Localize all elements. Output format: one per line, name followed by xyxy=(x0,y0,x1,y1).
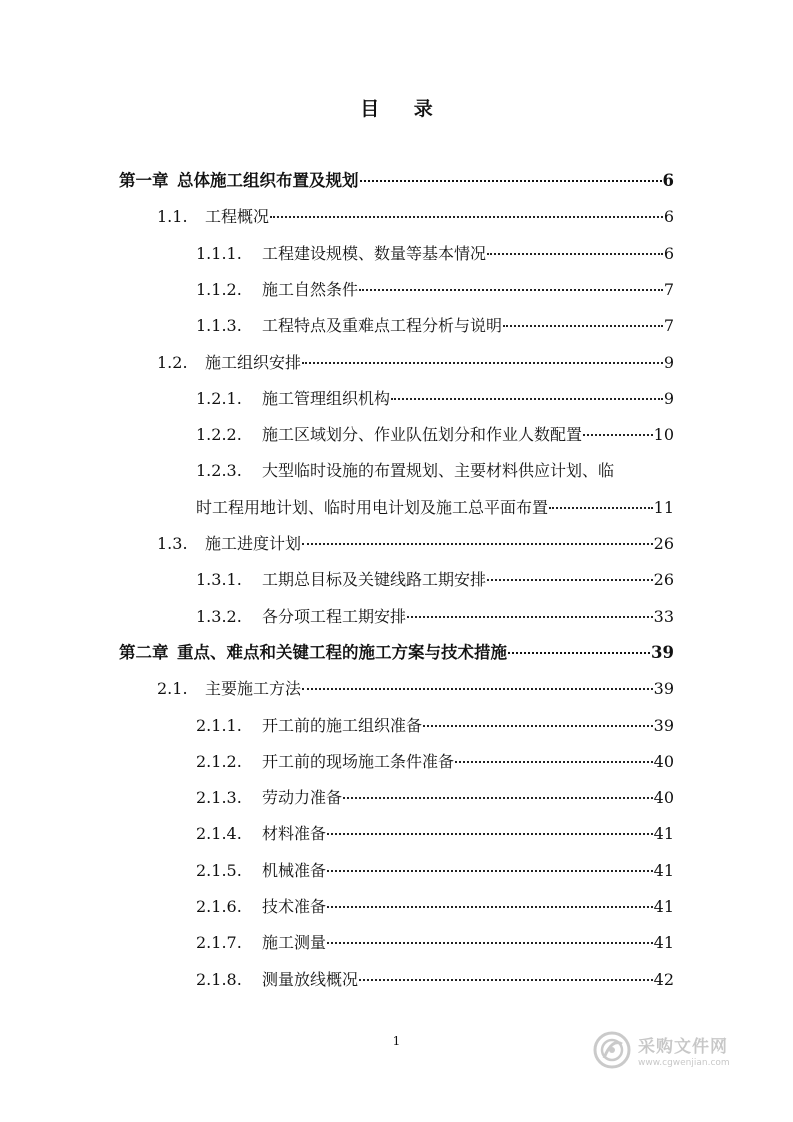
page-number: 1 xyxy=(392,1034,401,1048)
toc-entry-text: 施工管理组织机构 xyxy=(262,388,391,408)
toc-entry-text: 各分项工程工期安排 xyxy=(262,606,407,626)
toc-entry-number: 1.2.3. xyxy=(196,461,242,481)
toc-entry-number: 2.1.4. xyxy=(196,824,242,844)
toc-entry-text: 开工前的施工组织准备 xyxy=(262,715,423,735)
toc-entry-number: 1.2.1. xyxy=(196,388,242,408)
toc-leader-dots xyxy=(360,180,662,182)
toc-entry[interactable] xyxy=(196,314,674,338)
toc-entry-text: 开工前的现场施工条件准备 xyxy=(262,751,455,771)
toc-leader-dots xyxy=(359,979,653,981)
toc-entry[interactable] xyxy=(157,205,674,229)
toc-entry[interactable] xyxy=(157,351,674,375)
toc-leader-dots xyxy=(487,253,663,255)
toc-entry-page: 26 xyxy=(653,534,674,553)
toc-entry-number: 1.1.3. xyxy=(196,316,242,336)
toc-entry-page: 41 xyxy=(653,824,674,844)
toc-entry[interactable] xyxy=(196,459,674,483)
toc-entry[interactable] xyxy=(196,968,674,992)
toc-entry-page: 33 xyxy=(653,606,674,626)
toc-entry[interactable] xyxy=(196,822,674,846)
toc-entry-page: 6 xyxy=(662,171,674,190)
toc-entry-page: 26 xyxy=(653,570,674,590)
toc-entry-text: 工程建设规模、数量等基本情况 xyxy=(262,243,487,263)
toc-entry-page: 42 xyxy=(653,969,674,989)
toc-entry-page: 6 xyxy=(663,243,674,263)
toc-entry-text: 机械准备 xyxy=(262,860,327,880)
toc-leader-dots xyxy=(327,833,653,835)
toc-entry-page: 10 xyxy=(653,425,674,445)
toc-leader-dots xyxy=(391,398,663,400)
toc-leader-dots xyxy=(583,434,653,436)
toc-leader-dots xyxy=(327,906,653,908)
page-title: 目 录 xyxy=(360,98,447,120)
toc-entry-number: 1.3.2. xyxy=(196,606,242,626)
toc-chapter[interactable] xyxy=(119,169,674,193)
toc-entry-page: 41 xyxy=(653,897,674,916)
toc-entry-continuation[interactable] xyxy=(196,496,674,520)
toc-entry[interactable] xyxy=(196,278,674,302)
toc-entry-number: 2.1. xyxy=(157,679,188,699)
toc-entry-number: 2.1.1. xyxy=(196,715,242,735)
toc-leader-dots xyxy=(407,616,653,618)
toc-entry[interactable] xyxy=(196,786,674,810)
toc-entry-number: 2.1.6. xyxy=(196,897,242,916)
toc-entry-page: 41 xyxy=(653,860,674,880)
toc-entry-page: 11 xyxy=(653,497,674,517)
toc-entry-page: 6 xyxy=(663,207,674,227)
toc-entry[interactable] xyxy=(157,677,674,701)
toc-entry[interactable] xyxy=(196,387,674,411)
toc-entry-page: 39 xyxy=(653,715,674,735)
watermark-url: www.cgwenjian.com xyxy=(638,1058,730,1068)
toc-entry[interactable] xyxy=(196,750,674,774)
toc-entry-number: 2.1.8. xyxy=(196,969,242,989)
toc-leader-dots xyxy=(549,507,653,509)
toc-entry-text: 主要施工方法 xyxy=(205,679,302,699)
toc-entry-number: 1.1.1. xyxy=(196,243,242,263)
toc-leader-dots xyxy=(270,216,663,218)
toc-entry-number: 1.3. xyxy=(157,534,188,553)
toc-entry-number: 2.1.5. xyxy=(196,860,242,880)
toc-leader-dots xyxy=(503,325,663,327)
toc-entry[interactable] xyxy=(196,895,674,919)
toc-entry-text: 总体施工组织布置及规划 xyxy=(177,171,359,190)
toc-leader-dots xyxy=(302,362,663,364)
toc-entry-text: 测量放线概况 xyxy=(262,969,359,989)
watermark xyxy=(592,1026,752,1074)
toc-entry[interactable] xyxy=(196,568,674,592)
toc-leader-dots xyxy=(455,761,653,763)
toc-leader-dots xyxy=(359,289,663,291)
toc-leader-dots xyxy=(302,543,653,545)
toc-entry-text: 施工区域划分、作业队伍划分和作业人数配置 xyxy=(262,425,583,445)
toc-entry-number: 1.1. xyxy=(157,207,188,227)
toc-entry-number: 1.2. xyxy=(157,352,188,372)
toc-entry-number: 1.2.2. xyxy=(196,425,242,445)
toc-entry[interactable] xyxy=(196,931,674,955)
toc-leader-dots xyxy=(487,579,653,581)
watermark-logo-icon xyxy=(592,1030,632,1070)
toc-entry-page: 9 xyxy=(663,388,674,408)
toc-leader-dots xyxy=(423,725,653,727)
toc-entry[interactable] xyxy=(196,423,674,447)
toc-entry-text: 施工进度计划 xyxy=(205,534,302,553)
toc-leader-dots xyxy=(327,870,653,872)
toc-leader-dots xyxy=(327,942,653,944)
toc-entry-page: 41 xyxy=(653,933,674,953)
toc-entry-page: 39 xyxy=(651,642,674,662)
toc-chapter[interactable] xyxy=(119,641,674,665)
toc-entry-page: 40 xyxy=(653,751,674,771)
toc-entry-page: 7 xyxy=(663,316,674,336)
toc-entry-text: 重点、难点和关键工程的施工方案与技术措施 xyxy=(177,642,507,662)
toc-entry-text: 施工自然条件 xyxy=(262,279,359,299)
toc-entry-text: 技术准备 xyxy=(262,897,327,916)
toc-entry[interactable] xyxy=(157,532,674,556)
toc-entry-text: 工程特点及重难点工程分析与说明 xyxy=(262,316,503,336)
toc-entry-text: 大型临时设施的布置规划、主要材料供应计划、临 xyxy=(262,461,615,481)
toc-entry-number: 2.1.2. xyxy=(196,751,242,771)
toc-leader-dots xyxy=(508,652,650,654)
toc-entry[interactable] xyxy=(196,242,674,266)
toc-entry-text: 工程概况 xyxy=(205,207,270,227)
toc-leader-dots xyxy=(302,688,653,690)
toc-entry-text: 施工测量 xyxy=(262,933,327,953)
toc-entry[interactable] xyxy=(196,714,674,738)
toc-entry-number: 1.3.1. xyxy=(196,570,242,590)
toc-entry-page: 40 xyxy=(653,788,674,808)
toc-entry-page: 7 xyxy=(663,279,674,299)
watermark-name: 采购文件网 xyxy=(638,1037,728,1057)
toc-entry[interactable] xyxy=(196,605,674,629)
toc-entry-text: 劳动力准备 xyxy=(262,788,343,808)
toc-entry-number: 第二章 xyxy=(119,642,169,662)
toc-entry-page: 39 xyxy=(653,679,674,699)
toc-entry-text: 材料准备 xyxy=(262,824,327,844)
toc-entry-number: 2.1.7. xyxy=(196,933,242,953)
toc-entry-page: 9 xyxy=(663,352,674,372)
toc-entry-text: 时工程用地计划、临时用电计划及施工总平面布置 xyxy=(196,497,549,517)
toc-entry-number: 第一章 xyxy=(119,171,169,190)
toc-entry-number: 2.1.3. xyxy=(196,788,242,808)
toc-entry-text: 施工组织安排 xyxy=(205,352,302,372)
toc-entry-text: 工期总目标及关键线路工期安排 xyxy=(262,570,487,590)
toc-entry[interactable] xyxy=(196,859,674,883)
toc-leader-dots xyxy=(343,797,653,799)
toc-entry-number: 1.1.2. xyxy=(196,279,242,299)
